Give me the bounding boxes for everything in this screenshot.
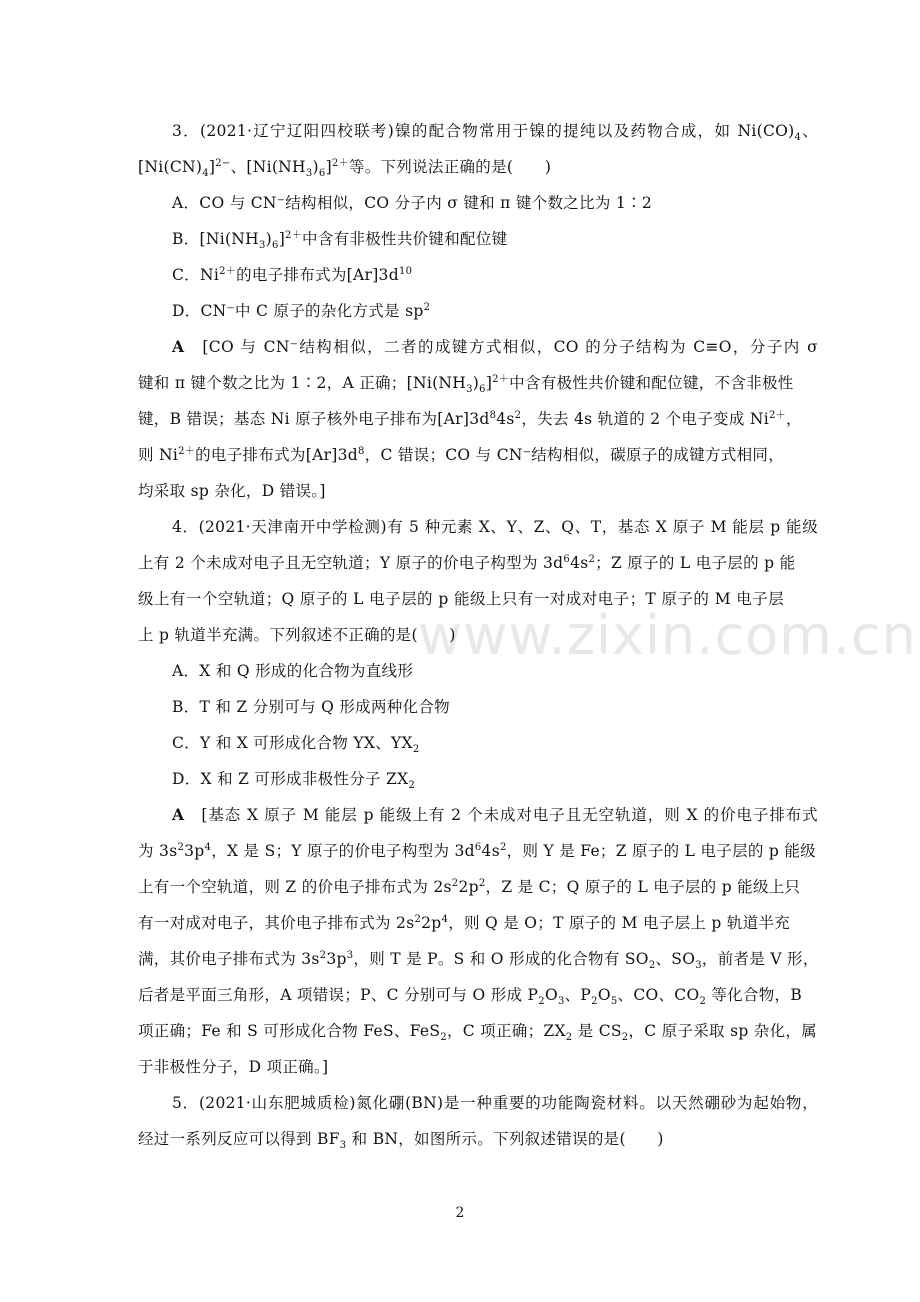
q4-answer-line6: 后者是平面三角形，A 项错误；P、C 分别可与 O 形成 $P_2O_3$、$P_2O_5$、CO、$CO_2$ 等化合物，B	[138, 986, 803, 1008]
q4-answer-line4: 有一对成对电子，其价电子排布式为 $2s^22p^4$，则 Q 是 O；T 原子的 M 电子层上 p 轨道半充	[138, 913, 791, 932]
q3-stem-line1: 3．(2021·辽宁辽阳四校联考)镍的配合物常用于镍的提纯以及药物合成，如 $Ni(CO)_4$、	[172, 122, 818, 144]
q3-answer-line5: 均采取 sp 杂化，D 错误。]	[138, 482, 326, 500]
watermark: www.zixin.com.cn	[418, 604, 917, 667]
page-number: 2	[455, 1205, 465, 1221]
q4-answer-line1: A [基态 X 原子 M 能层 p 能级上有 2 个未成对电子且无空轨道，则 X 的价电子排布式	[172, 805, 818, 824]
q3-option-a: A．CO 与 CN⁻结构相似，CO 分子内 σ 键和 π 键个数之比为 1∶2	[172, 194, 653, 212]
q5-stem-line1: 5．(2021·山东肥城质检)氮化硼(BN)是一种重要的功能陶瓷材料。以天然硼砂为起始物，	[172, 1094, 818, 1112]
q4-answer-line8: 于非极性分子，D 项正确。]	[138, 1058, 329, 1076]
q3-stem-line2: $[Ni(CN)_4]^{2-}$、$[Ni(NH_3)_6]^{2+}$等。下列说法正确的是( )	[138, 157, 552, 180]
q4-option-c: C．Y 和 X 可形成化合物 YX、$YX_2$	[172, 734, 420, 756]
q3-answer-line3: 键，B 错误；基态 Ni 原子核外电子排布为$[Ar]3d^84s^2$，失去 4s 轨道的 2 个电子变成 $Ni^{2+}$，	[138, 409, 802, 428]
q3-option-b: B．$[Ni(NH_3)_6]^{2+}$中含有非极性共价键和配位键	[172, 229, 508, 252]
q3-option-c: C．$Ni^{2+}$的电子排布式为$[Ar]3d^{10}$	[172, 265, 413, 284]
q3-answer-line4: 则 $Ni^{2+}$的电子排布式为$[Ar]3d^8$，C 错误；CO 与 CN⁻结构相似，碳原子的成键方式相同，	[138, 445, 784, 464]
q4-answer-line7: 项正确；Fe 和 S 可形成化合物 FeS、FeS$_2$，C 项正确；$ZX_2$ 是 $CS_2$，C 原子采取 sp 杂化，属	[138, 1022, 817, 1044]
q4-stem-line3: 级上有一个空轨道；Q 原子的 L 电子层的 p 能级上只有一对成对电子；T 原子的 M 电子层	[138, 590, 784, 608]
q4-stem-line1: 4．(2021·天津南开中学检测)有 5 种元素 X、Y、Z、Q、T，基态 X 原子 M 能层 p 能级	[172, 518, 818, 536]
q4-answer-line5: 满，其价电子排布式为 $3s^23p^3$，则 T 是 P。S 和 O 形成的化合物有 $SO_2$、$SO_3$，前者是 V 形，	[138, 949, 819, 972]
q4-answer-line3: 上有一个空轨道，则 Z 的价电子排布式为 $2s^22p^2$，Z 是 C；Q 原子的 L 电子层的 p 能级上只	[138, 877, 801, 896]
q4-option-b: B．T 和 Z 分别可与 Q 形成两种化合物	[172, 698, 450, 716]
q4-stem-line2: 上有 2 个未成对电子且无空轨道；Y 原子的价电子构型为 $3d^64s^2$；Z 原子的 L 电子层的 p 能	[138, 553, 796, 572]
q4-option-d: D．X 和 Z 可形成非极性分子 $ZX_2$	[172, 770, 416, 792]
q3-answer-line2: 键和 π 键个数之比为 1∶2，A 正确；$[Ni(NH_3)_6]^{2+}$中含有极性共价键和配位键，不含非极性	[138, 373, 794, 396]
q4-stem-line4: 上 p 轨道半充满。下列叙述不正确的是( )	[138, 626, 456, 644]
q3-option-d: D．CN⁻中 C 原子的杂化方式是 $sp^2$	[172, 301, 431, 320]
q4-option-a: A．X 和 Q 形成的化合物为直线形	[172, 662, 414, 680]
q4-answer-line2: 为 $3s^23p^4$，X 是 S；Y 原子的价电子构型为 $3d^64s^2$，则 Y 是 Fe；Z 原子的 L 电子层的 p 能级	[138, 841, 816, 860]
q5-stem-line2: 经过一系列反应可以得到 $BF_3$ 和 BN，如图所示。下列叙述错误的是( )	[138, 1130, 664, 1152]
q3-answer-line1: A [CO 与 CN⁻结构相似，二者的成键方式相似，CO 的分子结构为 C≡O，分子内 σ	[172, 337, 818, 356]
